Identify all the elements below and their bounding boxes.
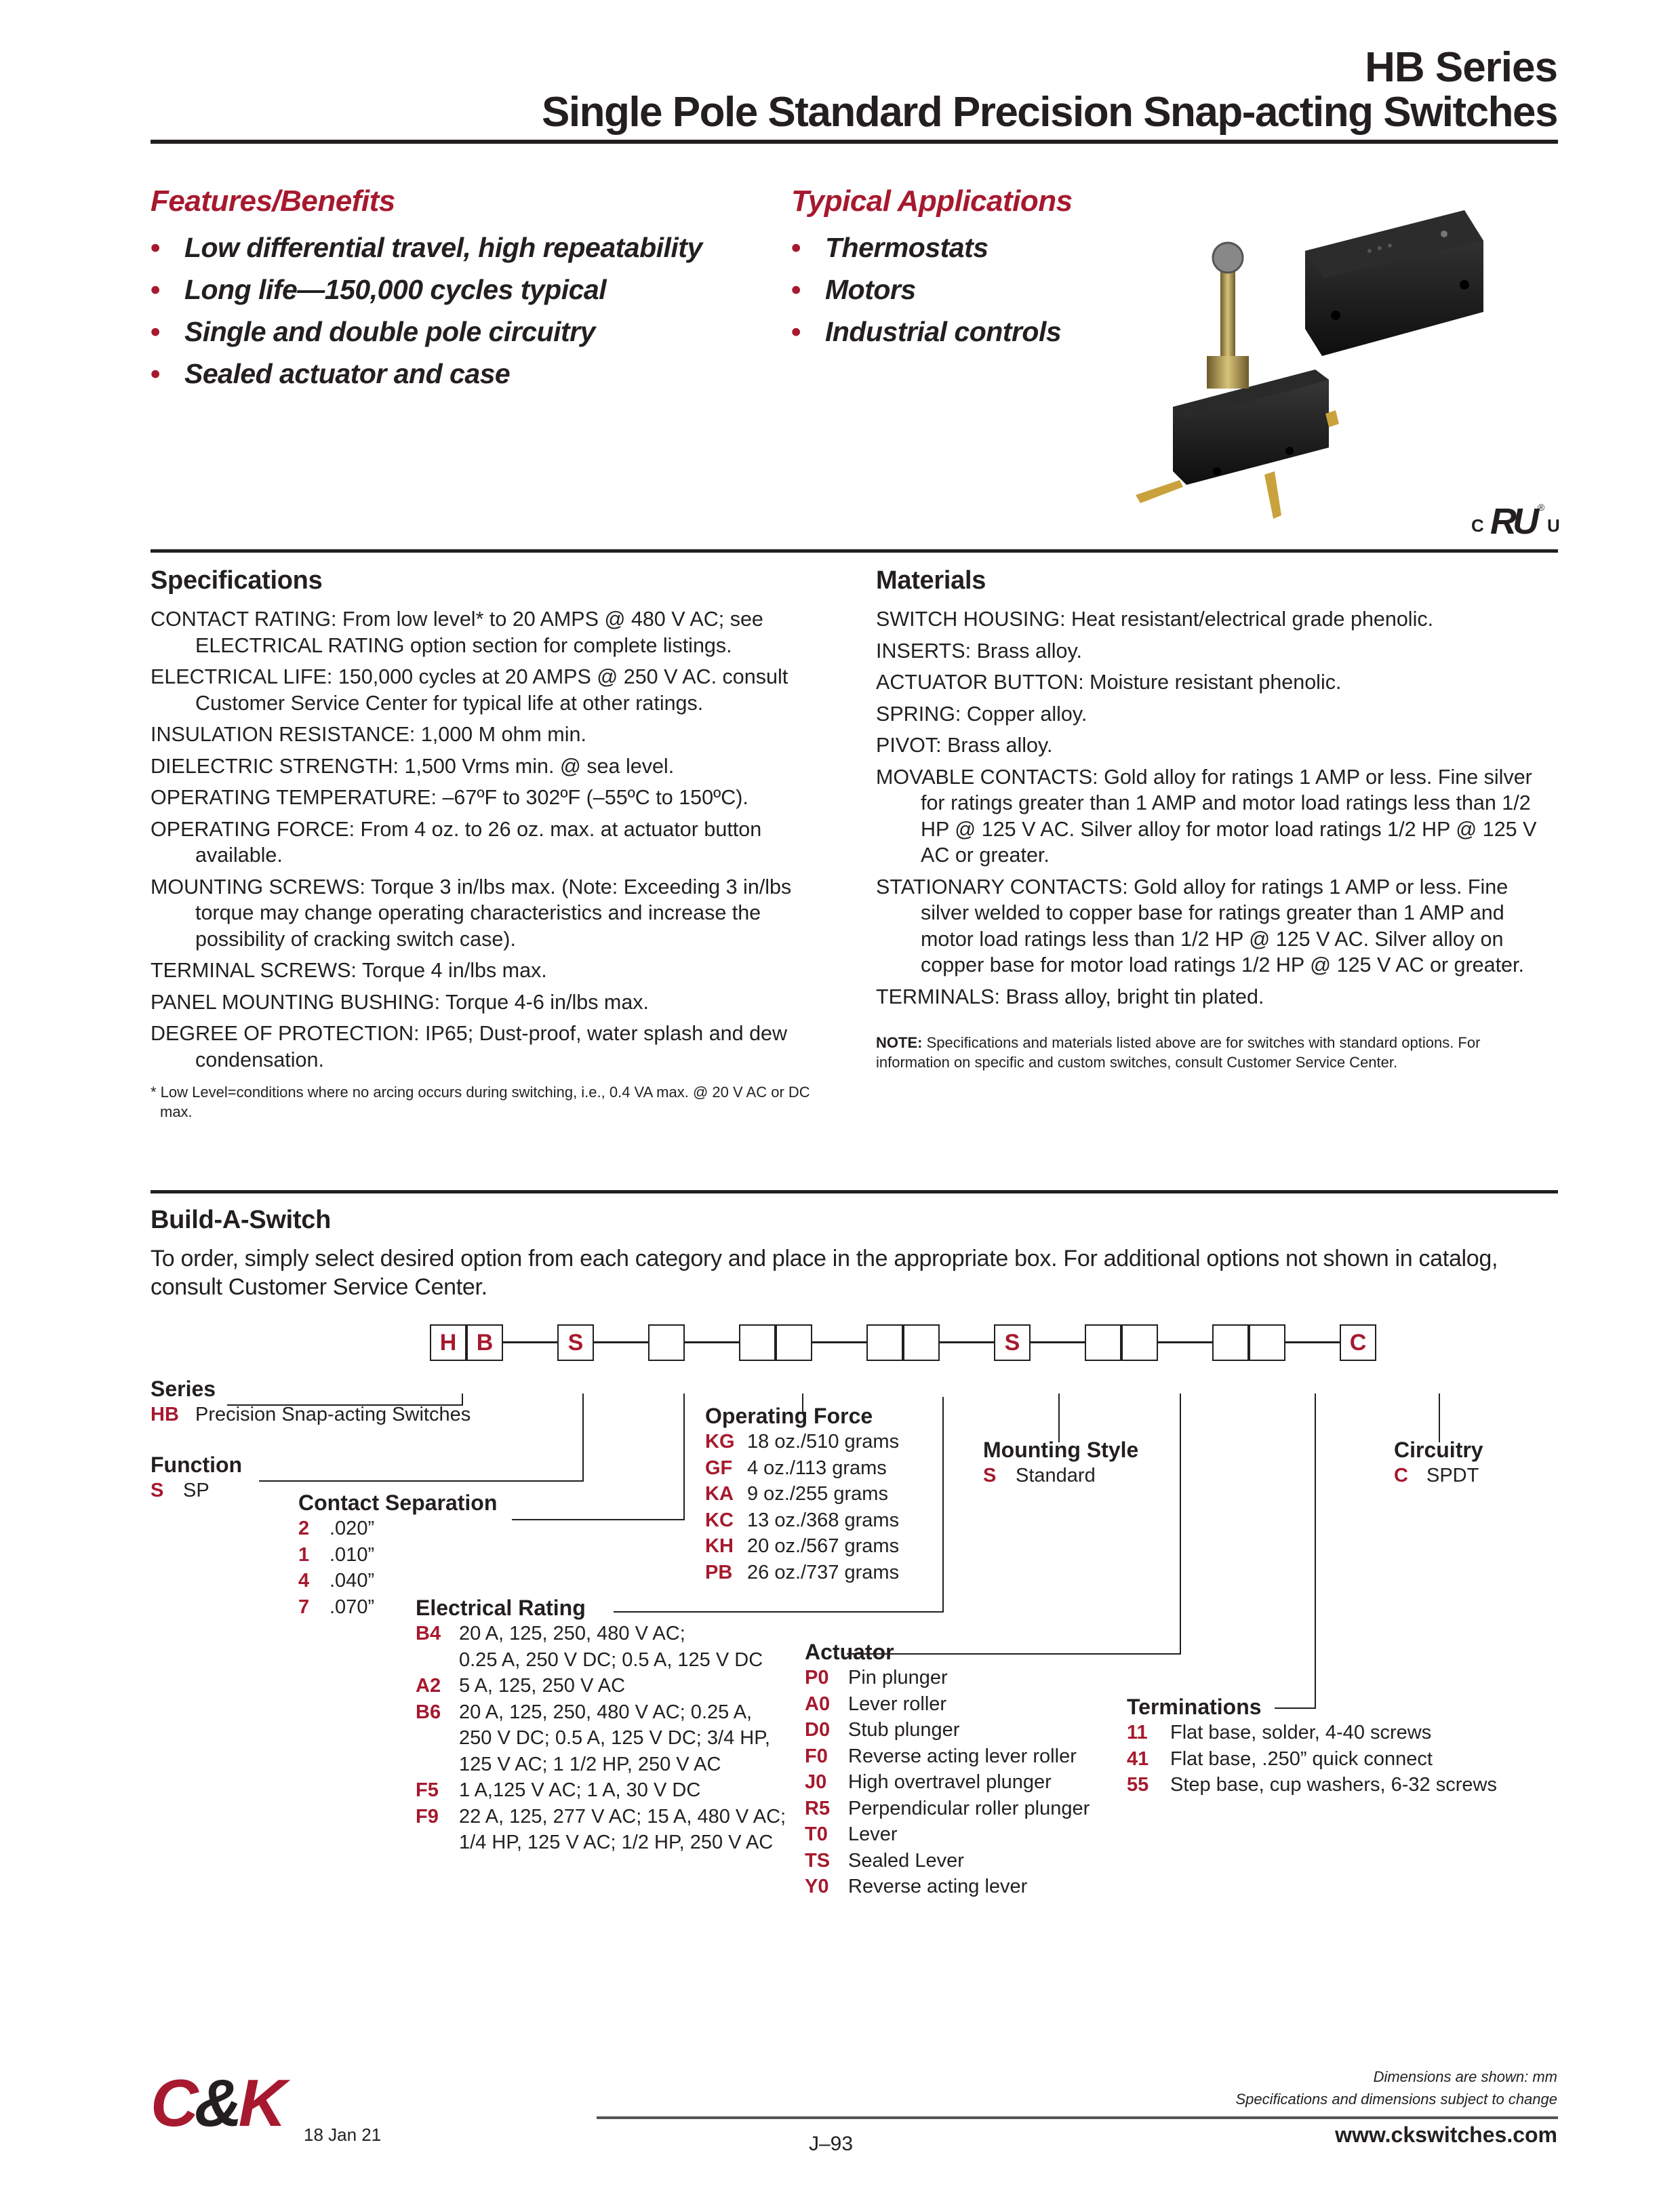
bullet-icon: • [151,316,160,347]
code-box-mounting-style[interactable]: S [994,1324,1031,1361]
category-heading: Actuator [805,1640,894,1664]
option-item: 41 Flat base, .250” quick connect [1127,1747,1433,1770]
spec-item: ELECTRICAL LIFE: 150,000 cycles at 20 AMPS @ 250 V AC. consult Customer Service Center for typical life at other ratings. [151,665,788,715]
spec-item: TERMINAL SCREWS: Torque 4 in/lbs max. [151,959,547,982]
code-box-electrical-rating-2[interactable] [903,1324,940,1361]
series-title: HB Series [1365,44,1557,91]
applications-section [791,184,1073,353]
feature-item: • Long life—150,000 cycles typical [151,269,702,311]
category-heading: Circuitry [1394,1438,1483,1462]
option-item: B6 20 A, 125, 250, 480 V AC; 0.25 A, 250 V DC; 0.5 A, 125 V DC; 3/4 HP, 125 V AC; 1 1/2 HP, 250 V AC [416,1701,770,1775]
dimensions-note: Dimensions are shown: mm [1373,2068,1557,2085]
connector-line [503,1341,557,1343]
build-heading: Build-A-Switch [151,1206,331,1234]
connector-line [1031,1341,1085,1343]
top-divider [151,140,1558,144]
switch-body-rear [1305,210,1483,356]
features-heading: Features/Benefits [151,184,395,218]
connector-line [594,1341,648,1343]
category-mounting-style [983,1438,1138,1489]
code-box-contact-separation[interactable] [648,1324,685,1361]
category-actuator [805,1640,1090,1900]
product-photo [1112,203,1546,522]
spec-item: OPERATING TEMPERATURE: –67ºF to 302ºF (–55ºC to 150ºC). [151,786,748,809]
material-item: ACTUATOR BUTTON: Moisture resistant phenolic. [876,671,1342,694]
applications-heading: Typical Applications [791,184,1073,218]
option-item: R5 Perpendicular roller plunger [805,1797,1090,1819]
application-item: • Industrial controls [791,311,1073,353]
specifications-section [151,566,842,1122]
leader-line [512,1519,685,1520]
code-box-terminations-2[interactable] [1249,1324,1285,1361]
spec-item: MOUNTING SCREWS: Torque 3 in/lbs max. (Note: Exceeding 3 in/lbs torque may change operating characteristics and increase the possibility of cracking switch case). [151,875,792,951]
website-link[interactable]: www.ckswitches.com [1335,2122,1557,2147]
publish-date: 18 Jan 21 [304,2125,382,2145]
spec-item: DEGREE OF PROTECTION: IP65; Dust-proof, water splash and dew condensation. [151,1022,788,1071]
category-heading: Series [151,1377,216,1401]
connector-line [1158,1341,1212,1343]
spec-item: DIELECTRIC STRENGTH: 1,500 Vrms min. @ sea level. [151,754,675,778]
code-box-operating-force-1[interactable] [739,1324,776,1361]
option-item: KA 9 oz./255 grams [705,1483,888,1505]
category-electrical-rating [416,1596,786,1856]
leader-line [1180,1394,1181,1655]
option-item: C SPDT [1394,1465,1479,1486]
change-note: Specifications and dimensions subject to change [1235,2091,1557,2108]
option-item: TS Sealed Lever [805,1849,964,1872]
spec-item: PANEL MOUNTING BUSHING: Torque 4-6 in/lbs max. [151,990,650,1014]
material-item: MOVABLE CONTACTS: Gold alloy for ratings 1 AMP or less. Fine silver for ratings greater than 1 AMP and motor load ratings less than 1/2 HP @ 125 V AC. Silver alloy for motor load ratings 1/2 HP @ 125 V AC or greater. [876,765,1537,867]
option-item: KG 18 oz./510 grams [705,1431,900,1453]
connector-line [685,1341,739,1343]
material-item: INSERTS: Brass alloy. [876,639,1082,663]
material-item: PIVOT: Brass alloy. [876,734,1053,757]
option-item: 11 Flat base, solder, 4-40 screws [1127,1722,1432,1743]
option-item: J0 High overtravel plunger [805,1771,1052,1793]
option-item: PB 26 oz./737 grams [705,1561,900,1583]
material-item: TERMINALS: Brass alloy, bright tin plated. [876,985,1264,1008]
code-box-function[interactable]: S [557,1324,594,1361]
option-item: KC 13 oz./368 grams [705,1509,900,1531]
option-item: D0 Stub plunger [805,1719,960,1741]
option-item: T0 Lever [805,1823,898,1845]
feature-item: • Sealed actuator and case [151,353,702,395]
page-title: Single Pole Standard Precision Snap-acting Switches [542,89,1557,136]
code-box-series-2[interactable]: B [466,1324,503,1361]
code-box-terminations-1[interactable] [1212,1324,1249,1361]
leader-line [1315,1394,1316,1709]
bullet-icon: • [791,316,801,347]
page-number: J–93 [809,2133,854,2155]
option-item: A2 5 A, 125, 250 V AC [416,1675,626,1697]
option-item: F9 22 A, 125, 277 V AC; 15 A, 480 V AC; 1/4 HP, 125 V AC; 1/2 HP, 250 V AC [416,1805,786,1853]
materials-note: NOTE: Specifications and materials listed above are for switches with standard options. For information on specific and custom switches, consult Customer Service Center. [876,1034,1481,1071]
ck-logo: C&K [151,2066,283,2140]
category-heading: Terminations [1127,1695,1262,1719]
option-item: 4 .040” [298,1570,375,1592]
category-heading: Mounting Style [983,1438,1139,1462]
code-box-actuator-1[interactable] [1085,1324,1121,1361]
option-item: S SP [151,1480,209,1501]
option-item: GF 4 oz./113 grams [705,1457,887,1479]
bullet-icon: • [791,232,801,263]
bullet-icon: • [791,274,801,305]
option-item: 7 .070” [298,1596,375,1618]
code-box-operating-force-2[interactable] [776,1324,812,1361]
option-item: F5 1 A,125 V AC; 1 A, 30 V DC [416,1779,701,1801]
bullet-icon: • [151,274,160,305]
section-divider [151,1190,1558,1193]
category-heading: Operating Force [705,1404,873,1428]
option-item: P0 Pin plunger [805,1667,948,1688]
option-item: Y0 Reverse acting lever [805,1876,1028,1897]
leader-line [1058,1394,1060,1442]
leader-line [1439,1394,1440,1442]
leader-line [582,1394,584,1482]
code-box-series-1[interactable]: H [430,1324,466,1361]
footer-divider [597,2116,1558,2119]
ul-logo-icon: RU [1490,501,1535,542]
category-heading: Electrical Rating [416,1596,586,1620]
leader-line [942,1397,944,1613]
material-item: STATIONARY CONTACTS: Gold alloy for ratings 1 AMP or less. Fine silver welded to copper base for ratings greater than 1 AMP and motor load ratings less than 1/2 HP @ 125 V AC. Silver alloy on copper base for motor load ratings 1/2 HP @ 125 V AC or greater. [876,875,1524,976]
spec-item: CONTACT RATING: From low level* to 20 AMPS @ 480 V AC; see ELECTRICAL RATING option section for complete listings. [151,608,763,657]
option-item: A0 Lever roller [805,1693,947,1715]
connector-line [940,1341,994,1343]
ul-certification-mark: C RU ® U [1471,501,1560,542]
category-heading: Function [151,1453,243,1477]
option-item: HB Precision Snap-acting Switches [151,1404,471,1425]
code-box-electrical-rating-1[interactable] [866,1324,903,1361]
option-item: B4 20 A, 125, 250, 480 V AC; 0.25 A, 250 V DC; 0.5 A, 125 V DC [416,1623,763,1671]
materials-list [876,606,1554,1010]
material-item: SWITCH HOUSING: Heat resistant/electrical grade phenolic. [876,608,1434,631]
section-divider [151,549,1558,553]
connector-line [1285,1341,1340,1343]
category-circuitry [1394,1438,1483,1489]
feature-item: • Low differential travel, high repeatability [151,226,702,269]
feature-item: • Single and double pole circuitry [151,311,702,353]
features-section [151,184,702,395]
specifications-footnote: * Low Level=conditions where no arcing occurs during switching, i.e., 0.4 VA max. @ 20 V AC or DC max. [151,1084,810,1120]
leader-line [683,1394,685,1520]
bullet-icon: • [151,232,160,263]
application-item: • Motors [791,269,1073,311]
spec-item: INSULATION RESISTANCE: 1,000 M ohm min. [151,723,586,746]
spec-item: OPERATING FORCE: From 4 oz. to 26 oz. max. at actuator button available. [151,817,762,867]
application-item: • Thermostats [791,226,1073,269]
materials-heading: Materials [876,566,986,595]
connector-line [812,1341,866,1343]
category-series [151,1377,471,1428]
option-item: F0 Reverse acting lever roller [805,1745,1077,1767]
option-item: KH 20 oz./567 grams [705,1535,900,1557]
category-terminations [1127,1695,1497,1798]
build-description: To order, simply select desired option from each category and place in the appropriate box. For additional options not shown in catalog, consult Customer Service Center. [151,1246,1498,1300]
specifications-list [151,606,842,1073]
option-item: S Standard [983,1465,1096,1486]
materials-section [876,566,1554,1072]
category-function [151,1453,242,1504]
leader-line [259,1480,584,1482]
category-heading: Contact Separation [298,1490,498,1515]
option-item: 1 .010” [298,1543,375,1566]
category-operating-force [705,1404,899,1585]
option-item: 2 .020” [298,1518,375,1539]
code-box-circuitry[interactable]: C [1340,1324,1376,1361]
material-item: SPRING: Copper alloy. [876,702,1087,726]
applications-list [791,226,1073,353]
bullet-icon: • [151,358,160,389]
option-item: 55 Step base, cup washers, 6-32 screws [1127,1774,1497,1796]
specifications-heading: Specifications [151,566,323,595]
features-list [151,226,702,395]
code-box-actuator-2[interactable] [1121,1324,1158,1361]
